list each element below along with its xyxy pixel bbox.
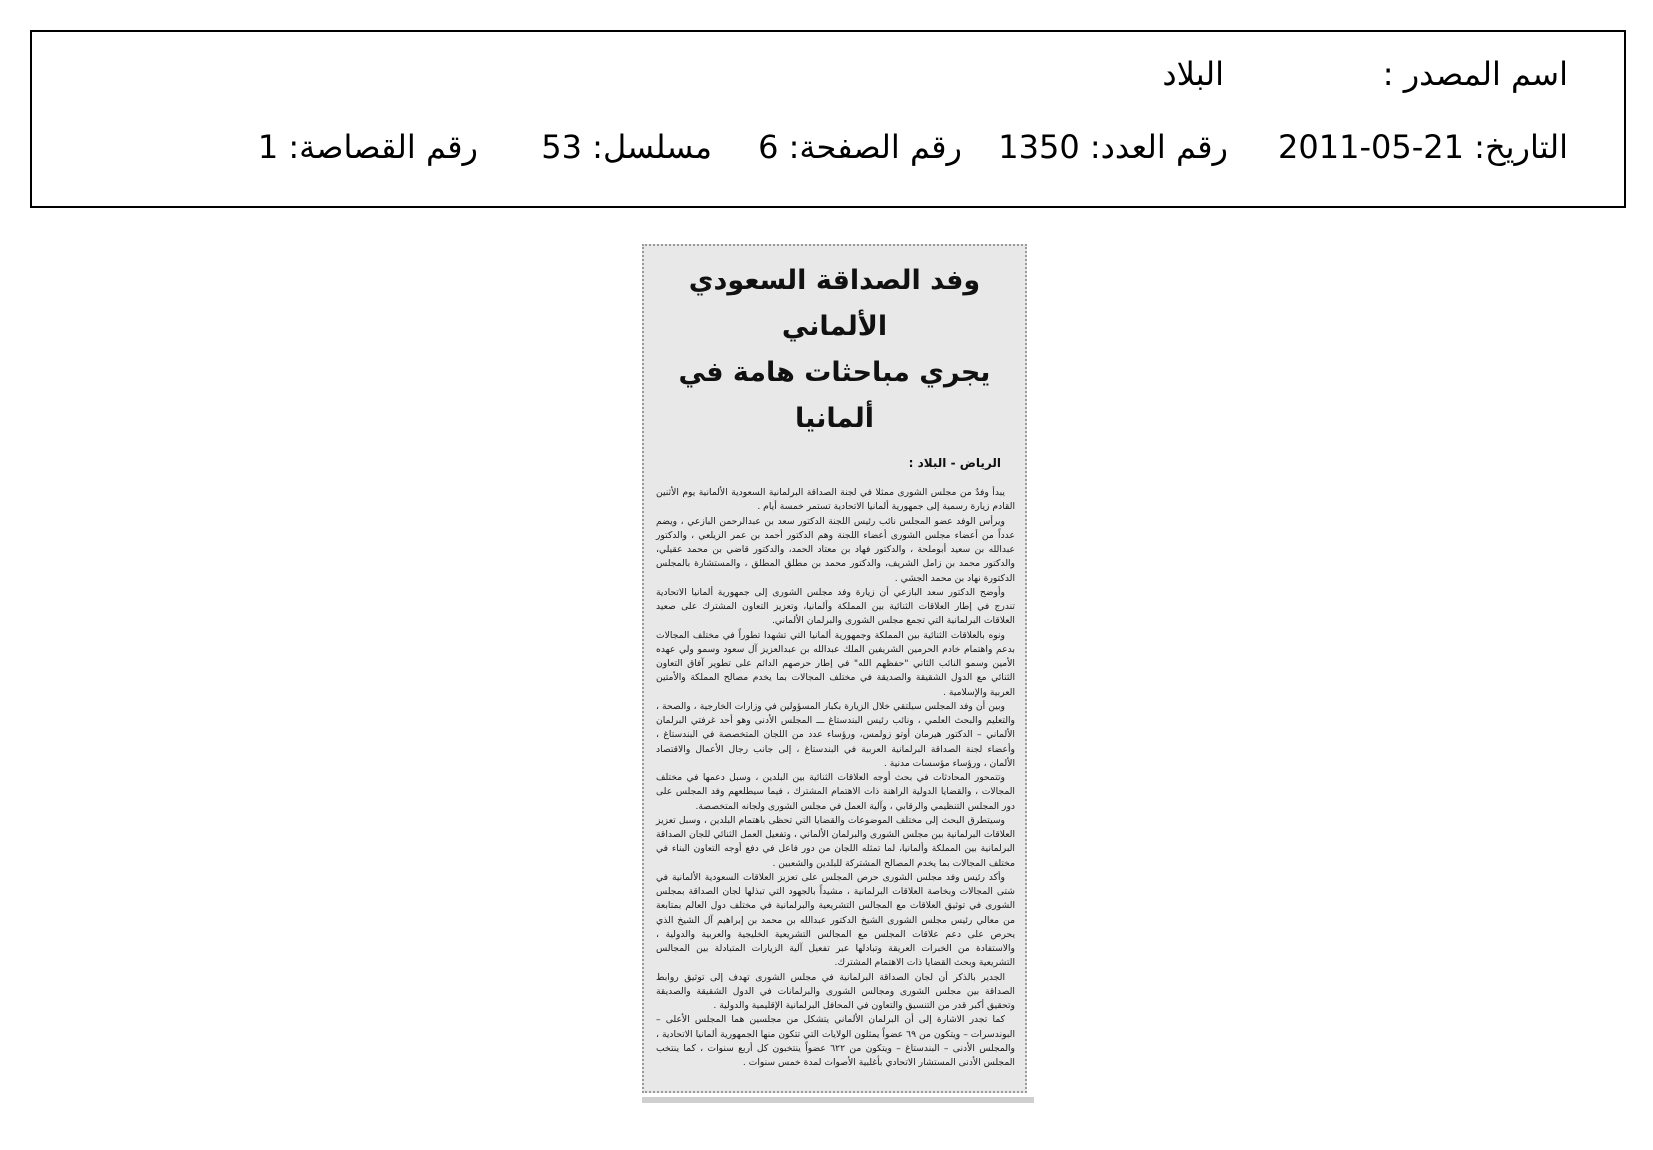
issue-field <box>998 127 1228 167</box>
clip-number-field <box>258 127 478 167</box>
source-value: البلاد <box>1162 55 1224 93</box>
article-dateline: الرياض - البلاد : <box>908 456 1001 470</box>
serial-label: مسلسل: <box>592 128 712 166</box>
date-value: 21-05-2011 <box>1278 128 1464 166</box>
serial-field <box>541 127 712 167</box>
article-headline <box>644 258 1025 442</box>
clipping-shadow <box>642 1097 1034 1103</box>
article-paragraph: الجدير بالذكر أن لجان الصداقة البرلمانية في مجلس الشورى تهدف إلى توثيق روابط الصداقة بين مجلس الشورى ومجالس الشورى والبرلمانات في الدول الشقيقة والصديقة وتحقيق أكبر قدر من التنسيق والتعاون في المحافل البرلمانية الإقليمية والدولية . <box>656 971 1015 1011</box>
article-paragraph: ونوه بالعلاقات الثنائية بين المملكة وجمهورية ألمانيا التي تشهدا تطوراً في مختلف المجالات بدعم واهتمام خادم الحرمين الشريفين الملك عبدالله بن عبدالعزيز آل سعود وسمو ولي عهده الأمين وسمو النائب الثاني "حفظهم الله" في إطار حرصهم الدائم على تطوير آفاق التعاون الثنائي مع الدول الشقيقة والصديقة في مختلف المجالات بما يخدم مصالح المملكة والأمتين العربية والإسلامية . <box>656 629 1015 698</box>
headline-line-1: وفد الصداقة السعودي الألماني <box>688 265 981 342</box>
article-paragraph: وأكد رئيس وفد مجلس الشورى حرص المجلس على تعزيز العلاقات السعودية الألمانية في شتى المجالات وبخاصة العلاقات البرلمانية ، مشيداً بالجهود التي تبذلها لجان الصداقة بمجلس الشورى في توثيق العلاقات مع المجالس التشريعية والبرلمانية في مختلف دول العالم بمتابعة من معالي رئيس مجلس الشورى الشيخ الدكتور عبدالله بن محمد بن إبراهيم آل الشيخ الذي يحرص على دعم علاقات المجلس مع المجالس التشريعية الخليجية والعربية والدولية ، والاستفادة من الخبرات العريقة وتبادلها عبر تفعيل آلية الزيارات المتبادلة بين المجالس التشريعية وبحث القضايا ذات الاهتمام المشترك. <box>656 871 1015 969</box>
article-paragraph: وأوضح الدكتور سعد البازعي أن زيارة وفد مجلس الشورى إلى جمهورية ألمانيا الاتحادية تندرج في إطار العلاقات الثنائية بين المملكة وألمانيا، وتعزيز التعاون المشترك على صعيد العلاقات البرلمانية التي تجمع مجلس الشورى والبرلمان الألماني. <box>656 586 1015 627</box>
article-body <box>644 486 1025 1070</box>
article-paragraph: يبدأ وفدٌ من مجلس الشورى ممثلا في لجنة الصداقة البرلمانية السعودية الألمانية يوم الأثنين القادم زيارة رسمية إلى جمهورية ألمانيا الاتحادية تستمر خمسة أيام . <box>656 487 1015 513</box>
issue-label: رقم العدد: <box>1089 128 1228 166</box>
headline-line-2: يجري مباحثات هامة في ألمانيا <box>678 357 991 434</box>
article-paragraph: كما تجدر الاشارة إلى أن البرلمان الألماني يتشكل من مجلسين هما المجلس الأعلى – البوندسرات – ويتكون من ٦٩ عضواً يمثلون الولايات التي تتكون منها الجمهورية ألمانيا الاتحادية ، والمجلس الأدنى – البندستاغ – ويتكون من ٦٢٢ عضواً ينتخبون كل أربع سنوات ، كما ينتخب المجلس الأدنى المستشار الاتحادي بأغلبية الأصوات لمدة خمس سنوات . <box>656 1014 1015 1068</box>
newspaper-clipping <box>642 244 1027 1093</box>
issue-value: 1350 <box>998 128 1080 166</box>
source-label: اسم المصدر : <box>1382 55 1568 93</box>
date-field <box>1278 127 1568 167</box>
clip-label: رقم القصاصة: <box>288 128 478 166</box>
serial-value: 53 <box>541 128 582 166</box>
article-paragraph: وسيتطرق البحث إلى مختلف الموضوعات والقضايا التي تحظى باهتمام البلدين ، وسبل تعزيز العلاقات البرلمانية بين مجلس الشورى والبرلمان الألماني ، وتفعيل العمل الثنائي للجان الصداقة البرلمانية بين المملكة وألمانيا، لما تمثله اللجان من دور فاعل في دفع أوجه التعاون البناء في مختلف المجالات بما يخدم المصالح المشتركة للبلدين والشعبين . <box>656 814 1015 869</box>
article-paragraph: ويرأس الوفد عضو المجلس نائب رئيس اللجنة الدكتور سعد بن عبدالرحمن البازعي ، ويضم عدداً من أعضاء مجلس الشورى أعضاء اللجنة وهم الدكتور أحمد بن عمر الزيلعي ، والدكتور عبدالله بن سعيد أبوملحة ، والدكتور فهاد بن معتاد الحمد، والدكتور قاضي بن محمد عقيلي، والدكتور محمد بن زامل الشريف، والدكتور محمد بن مطلق المطلق ، والمستشارة بالمجلس الدكتورة نهاد بن محمد الجشي . <box>656 515 1015 584</box>
date-label: التاريخ: <box>1474 128 1568 166</box>
article-paragraph: وبين أن وفد المجلس سيلتقي خلال الزيارة بكبار المسؤولين في وزارات الخارجية ، والصحة ، والتعليم والبحث العلمي ، ونائب رئيس البندستاغ ـــ المجلس الأدنى وهو أحد غرفتي البرلمان الألماني – الدكتور هيرمان أوتو زولمس، ورؤساء عدد من اللجان المتخصصة في البندستاغ ، وأعضاء لجنة الصداقة البرلمانية العربية في البندستاغ ، إلى جانب رجال الأعمال والاقتصاد الألمان ، ورؤساء مؤسسات مدنية . <box>656 700 1015 769</box>
page-field <box>758 127 962 167</box>
article-paragraph: وتتمحور المحادثات في بحث أوجه العلاقات الثنائية بين البلدين ، وسبل دعمها في مختلف المجالات ، والقضايا الدولية الراهنة ذات الاهتمام المشترك ، فيما سيطلعهم وفد المجلس على دور المجلس التنظيمي والرقابي ، وآلية العمل في مجلس الشورى ولجانه المتخصصة. <box>656 772 1015 812</box>
clipping-info-box <box>30 30 1626 208</box>
page-label: رقم الصفحة: <box>788 128 962 166</box>
page-value: 6 <box>758 128 779 166</box>
clip-value: 1 <box>257 128 279 166</box>
